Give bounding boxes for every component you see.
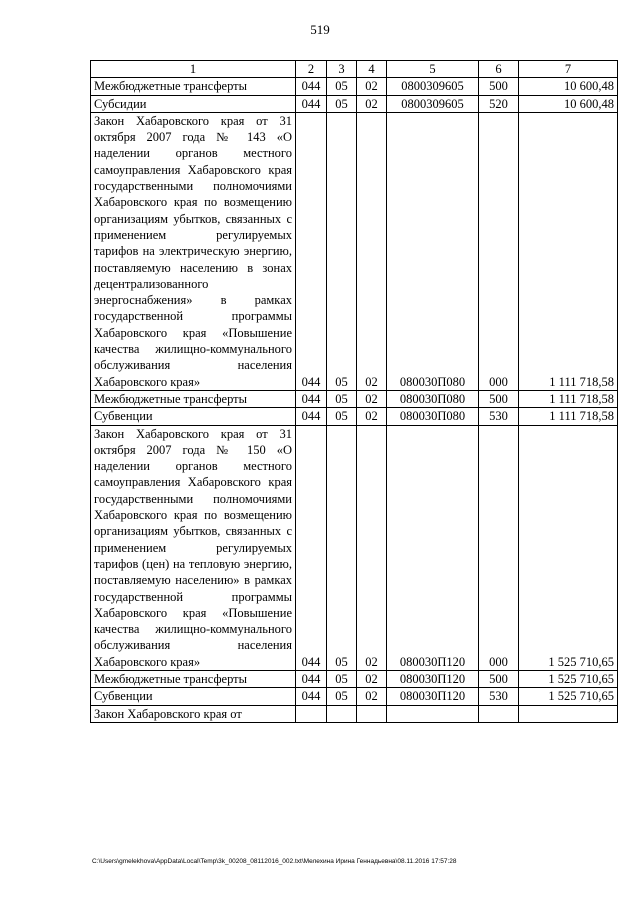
table-cell-col-6: 530 xyxy=(479,408,519,425)
table-cell-col-4: 02 xyxy=(357,670,387,687)
table-row xyxy=(91,78,618,95)
table-cell-col-5: 080030П120 xyxy=(387,670,479,687)
table-cell-col-4 xyxy=(357,705,387,722)
table-cell-col-7: 1 525 710,65 xyxy=(519,670,618,687)
column-header-2: 2 xyxy=(296,61,327,78)
table-row xyxy=(91,688,618,705)
table-cell-col-4: 02 xyxy=(357,408,387,425)
table-cell-col-3 xyxy=(327,705,357,722)
table-header-row xyxy=(91,61,618,78)
table-cell-col-6: 530 xyxy=(479,688,519,705)
table-cell-col-5: 080030П080 xyxy=(387,408,479,425)
table-cell-col-6: 000 xyxy=(479,425,519,670)
table-cell-col-3: 05 xyxy=(327,95,357,112)
table-cell-col-7: 10 600,48 xyxy=(519,95,618,112)
table-cell-col-5: 080030П120 xyxy=(387,425,479,670)
table-cell-col-4: 02 xyxy=(357,78,387,95)
table-cell-col-7: 1 525 710,65 xyxy=(519,688,618,705)
budget-table xyxy=(90,60,618,723)
table-cell-col-2: 044 xyxy=(296,670,327,687)
table-cell-col-1: Субвенции xyxy=(91,408,296,425)
table-cell-col-3: 05 xyxy=(327,670,357,687)
table-cell-col-3: 05 xyxy=(327,112,357,390)
table-cell-col-6: 000 xyxy=(479,112,519,390)
table-cell-col-2: 044 xyxy=(296,78,327,95)
table-row xyxy=(91,112,618,390)
table-cell-col-2: 044 xyxy=(296,95,327,112)
table-row xyxy=(91,95,618,112)
table-cell-col-7: 1 111 718,58 xyxy=(519,408,618,425)
table-cell-col-2: 044 xyxy=(296,112,327,390)
table-cell-col-1: Закон Хабаровского края от 31 октября 2007 года № 150 «О наделении органов местного самоуправления Хабаровского края государственными полномочиями Хабаровского края по возмещению организациям убытков, связанных с применением регулируемых тарифов (цен) на тепловую энергию, поставляемую населению» в рамках государственной программы Хабаровского края «Повышение качества жилищно-коммунального обслуживания населения Хабаровского края» xyxy=(91,425,296,670)
table-cell-col-6: 500 xyxy=(479,390,519,407)
table-cell-col-5: 0800309605 xyxy=(387,95,479,112)
table-cell-col-1: Субсидии xyxy=(91,95,296,112)
table-row xyxy=(91,705,618,722)
table-cell-col-5 xyxy=(387,705,479,722)
table-cell-col-1: Закон Хабаровского края от 31 октября 2007 года № 143 «О наделении органов местного самоуправления Хабаровского края государственными полномочиями Хабаровского края по возмещению организациям убытков, связанных с применением регулируемых тарифов на электрическую энергию, поставляемую населению в зонах децентрализованного энергоснабжения» в рамках государственной программы Хабаровского края «Повышение качества жилищно-коммунального обслуживания населения Хабаровского края» xyxy=(91,112,296,390)
table-cell-col-3: 05 xyxy=(327,425,357,670)
table-cell-col-7: 1 111 718,58 xyxy=(519,112,618,390)
table-row xyxy=(91,670,618,687)
table-cell-col-6: 500 xyxy=(479,670,519,687)
table-cell-col-4: 02 xyxy=(357,390,387,407)
table-cell-col-3: 05 xyxy=(327,390,357,407)
column-header-5: 5 xyxy=(387,61,479,78)
table-cell-col-5: 0800309605 xyxy=(387,78,479,95)
table-cell-col-2: 044 xyxy=(296,688,327,705)
table-cell-col-4: 02 xyxy=(357,95,387,112)
column-header-6: 6 xyxy=(479,61,519,78)
table-cell-col-5: 080030П120 xyxy=(387,688,479,705)
table-row xyxy=(91,425,618,670)
column-header-7: 7 xyxy=(519,61,618,78)
table-cell-col-5: 080030П080 xyxy=(387,390,479,407)
table-cell-col-2: 044 xyxy=(296,390,327,407)
table-cell-col-7: 1 525 710,65 xyxy=(519,425,618,670)
table-cell-col-2: 044 xyxy=(296,408,327,425)
table-cell-col-3: 05 xyxy=(327,78,357,95)
table-cell-col-1: Субвенции xyxy=(91,688,296,705)
column-header-3: 3 xyxy=(327,61,357,78)
table-cell-col-7: 10 600,48 xyxy=(519,78,618,95)
table-cell-col-4: 02 xyxy=(357,112,387,390)
table-cell-col-3: 05 xyxy=(327,688,357,705)
page-number: 519 xyxy=(310,22,330,37)
table-cell-col-7: 1 111 718,58 xyxy=(519,390,618,407)
table-cell-col-1: Межбюджетные трансферты xyxy=(91,670,296,687)
table-cell-col-1: Закон Хабаровского края от xyxy=(91,705,296,722)
table-cell-col-1: Межбюджетные трансферты xyxy=(91,390,296,407)
table-cell-col-2: 044 xyxy=(296,425,327,670)
table-cell-col-6 xyxy=(479,705,519,722)
table-cell-col-2 xyxy=(296,705,327,722)
table-cell-col-6: 520 xyxy=(479,95,519,112)
table-cell-col-5: 080030П080 xyxy=(387,112,479,390)
table-cell-col-3: 05 xyxy=(327,408,357,425)
table-cell-col-4: 02 xyxy=(357,688,387,705)
table-cell-col-6: 500 xyxy=(479,78,519,95)
column-header-1: 1 xyxy=(91,61,296,78)
table-cell-col-1: Межбюджетные трансферты xyxy=(91,78,296,95)
footer-file-path: C:\Users\gmelekhova\AppData\Local\Temp\3k_00208_08112016_002.txt\Мелехина Ирина Геннадьевна\08.11.2016 17:57:28 xyxy=(92,858,457,865)
table-cell-col-4: 02 xyxy=(357,425,387,670)
table-row xyxy=(91,408,618,425)
column-header-4: 4 xyxy=(357,61,387,78)
table-cell-col-7 xyxy=(519,705,618,722)
table-row xyxy=(91,390,618,407)
